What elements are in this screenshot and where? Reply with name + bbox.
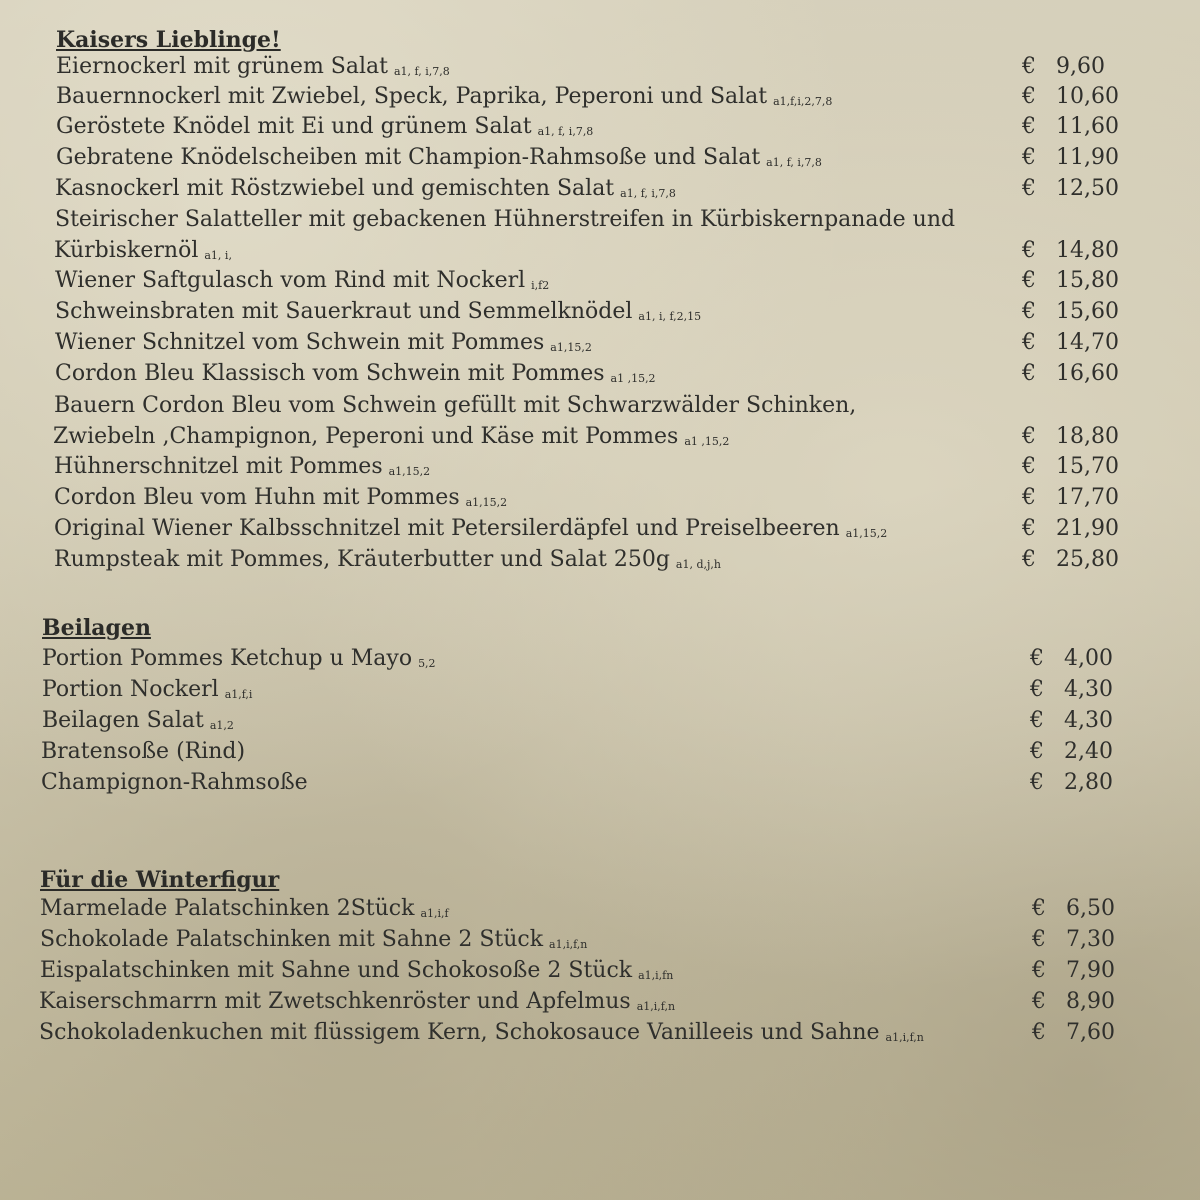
menu-item-name: Marmelade Palatschinken 2Stück [40, 896, 415, 921]
euro-sign: € [1022, 268, 1036, 293]
menu-item-price [1022, 143, 1119, 173]
menu-item-price [1022, 82, 1119, 112]
menu-item-price [1032, 925, 1115, 955]
allergen-codes: a1,15,2 [550, 341, 592, 354]
euro-sign: € [1030, 739, 1044, 764]
euro-sign: € [1022, 238, 1036, 263]
menu-item-name: Steirischer Salatteller mit gebackenen Hühnerstreifen in Kürbiskernpanade und [55, 207, 956, 232]
menu-item-price [1022, 297, 1119, 327]
allergen-codes: a1 ,15,2 [610, 372, 656, 385]
price-amount: 21,90 [1056, 516, 1119, 541]
price-amount: 16,60 [1056, 361, 1119, 386]
menu-item-name: Cordon Bleu vom Huhn mit Pommes [54, 485, 460, 510]
menu-item [56, 143, 822, 173]
euro-sign: € [1022, 114, 1036, 139]
price-amount: 4,30 [1064, 708, 1113, 733]
menu-item-price [1022, 359, 1119, 389]
price-amount: 15,70 [1056, 454, 1119, 479]
menu-item-name: Bauernnockerl mit Zwiebel, Speck, Paprika, Peperoni und Salat [56, 84, 768, 109]
euro-sign: € [1030, 708, 1044, 733]
menu-item-line [53, 422, 729, 452]
price-amount: 15,60 [1056, 299, 1119, 324]
menu-item [55, 328, 592, 358]
price-amount: 7,60 [1066, 1020, 1115, 1045]
menu-item [39, 987, 675, 1017]
menu-item-name: Rumpsteak mit Pommes, Kräuterbutter und Salat 250g [54, 547, 670, 572]
allergen-codes: a1,f,i,2,7,8 [773, 95, 833, 108]
menu-item-price [1022, 483, 1119, 513]
menu-item-name: Bauern Cordon Bleu vom Schwein gefüllt mit Schwarzwälder Schinken, [54, 393, 857, 418]
euro-sign: € [1022, 547, 1036, 572]
menu-item-line [55, 205, 955, 235]
euro-sign: € [1022, 84, 1036, 109]
euro-sign: € [1032, 989, 1046, 1014]
price-amount: 2,40 [1064, 739, 1113, 764]
price-amount: 14,80 [1056, 238, 1119, 263]
menu-item-name: Champignon-Rahmsoße [41, 770, 308, 795]
allergen-codes: a1,15,2 [845, 527, 888, 540]
allergen-codes: a1 ,15,2 [684, 435, 730, 448]
menu-item [40, 956, 673, 986]
menu-item-price [1022, 112, 1119, 142]
allergen-codes: a1, f, i,7,8 [620, 187, 676, 200]
menu-item [39, 1018, 924, 1048]
allergen-codes: a1,i,fn [638, 969, 674, 982]
allergen-codes: a1,i,f,n [636, 1000, 676, 1013]
menu-item-name: Kaiserschmarrn mit Zwetschkenröster und Apfelmus [39, 989, 631, 1014]
menu-item-name: Gebratene Knödelscheiben mit Champion-Rahmsoße und Salat [56, 145, 761, 170]
euro-sign: € [1030, 677, 1044, 702]
euro-sign: € [1022, 424, 1036, 449]
euro-sign: € [1022, 485, 1036, 510]
menu-item-name: Beilagen Salat [42, 708, 204, 733]
menu-item-price [1022, 174, 1119, 204]
euro-sign: € [1022, 361, 1036, 386]
allergen-codes: a1, d,j,h [675, 558, 722, 571]
allergen-codes: 5,2 [418, 657, 436, 670]
price-amount: 15,80 [1056, 268, 1119, 293]
menu-item [42, 644, 436, 674]
allergen-codes: a1,i,f,n [549, 938, 588, 951]
euro-sign: € [1032, 896, 1046, 921]
euro-sign: € [1022, 299, 1036, 324]
menu-item-name: Schokoladenkuchen mit flüssigem Kern, Schokosauce Vanilleeis und Sahne [39, 1020, 880, 1045]
menu-item-name: Original Wiener Kalbsschnitzel mit Petersilerdäpfel und Preiselbeeren [54, 516, 840, 541]
menu-item-price [1022, 422, 1119, 452]
allergen-codes: a1,2 [209, 719, 234, 732]
menu-item [54, 483, 507, 513]
menu-item [55, 266, 549, 296]
euro-sign: € [1032, 927, 1046, 952]
menu-item [56, 112, 593, 142]
price-amount: 6,50 [1066, 896, 1115, 921]
menu-item-price [1032, 894, 1115, 924]
euro-sign: € [1022, 516, 1036, 541]
menu-item-name: Cordon Bleu Klassisch vom Schwein mit Pommes [55, 361, 605, 386]
menu-item-name: Schokolade Palatschinken mit Sahne 2 Stück [40, 927, 544, 952]
menu-item [56, 52, 450, 82]
allergen-codes: i,f2 [531, 279, 550, 292]
menu-item-price [1022, 545, 1119, 575]
euro-sign: € [1022, 54, 1036, 79]
allergen-codes: a1, i, [204, 249, 232, 262]
price-amount: 4,00 [1064, 646, 1113, 671]
allergen-codes: a1, f, i,7,8 [394, 65, 450, 78]
menu-item-price [1030, 768, 1113, 798]
menu-item-name: Geröstete Knödel mit Ei und grünem Salat [56, 114, 532, 139]
menu-item [41, 737, 245, 767]
menu-item-price [1030, 644, 1113, 674]
allergen-codes: a1, f, i,7,8 [766, 156, 822, 169]
menu-item [54, 514, 887, 544]
price-amount: 10,60 [1056, 84, 1119, 109]
menu-item-name: Portion Nockerl [42, 677, 219, 702]
menu-item-price [1032, 956, 1115, 986]
menu-item-name-continued: Zwiebeln ,Champignon, Peperoni und Käse mit Pommes [53, 424, 679, 449]
allergen-codes: a1, f, i,7,8 [537, 125, 594, 138]
menu-item [55, 359, 656, 389]
menu-item [54, 452, 430, 482]
menu-item-name-continued: Kürbiskernöl [54, 238, 199, 263]
menu-item [40, 894, 449, 924]
menu-item-line [54, 236, 232, 266]
menu-item-name: Eiernockerl mit grünem Salat [56, 54, 388, 79]
allergen-codes: a1,i,f [420, 907, 449, 920]
euro-sign: € [1032, 958, 1046, 983]
euro-sign: € [1022, 176, 1036, 201]
price-amount: 17,70 [1056, 485, 1119, 510]
menu-item-name: Bratensoße (Rind) [41, 739, 246, 764]
price-amount: 2,80 [1064, 770, 1113, 795]
price-amount: 8,90 [1066, 989, 1115, 1014]
menu-item-price [1022, 266, 1119, 296]
price-amount: 14,70 [1056, 330, 1119, 355]
price-amount: 25,80 [1056, 547, 1119, 572]
menu-item-name: Schweinsbraten mit Sauerkraut und Semmelknödel [55, 299, 633, 324]
price-amount: 11,90 [1056, 145, 1119, 170]
menu-item-price [1030, 675, 1113, 705]
section-heading: Für die Winterfigur [40, 867, 280, 893]
price-amount: 12,50 [1056, 176, 1119, 201]
menu-item-price [1030, 706, 1113, 736]
euro-sign: € [1022, 330, 1036, 355]
menu-item-price [1022, 236, 1119, 266]
menu-item-price [1030, 737, 1113, 767]
euro-sign: € [1032, 1020, 1046, 1045]
menu-item [42, 706, 234, 736]
menu-item [40, 925, 587, 955]
menu-item [55, 174, 676, 204]
allergen-codes: a1, i, f,2,15 [638, 310, 702, 323]
menu-item-name: Hühnerschnitzel mit Pommes [54, 454, 383, 479]
menu-item-price [1032, 1018, 1115, 1048]
price-amount: 7,90 [1066, 958, 1115, 983]
menu-item-line [54, 391, 856, 421]
menu-item [41, 768, 308, 798]
price-amount: 18,80 [1056, 424, 1119, 449]
menu-item [55, 297, 701, 327]
euro-sign: € [1022, 454, 1036, 479]
price-amount: 9,60 [1056, 54, 1105, 79]
menu-item [56, 82, 832, 112]
allergen-codes: a1,i,f,n [885, 1031, 924, 1044]
allergen-codes: a1,15,2 [388, 465, 431, 478]
euro-sign: € [1022, 145, 1036, 170]
allergen-codes: a1,15,2 [465, 496, 508, 509]
euro-sign: € [1030, 770, 1044, 795]
section-heading: Beilagen [42, 615, 151, 641]
menu-item-price [1022, 514, 1119, 544]
menu-item-name: Wiener Saftgulasch vom Rind mit Nockerl [55, 268, 526, 293]
price-amount: 7,30 [1066, 927, 1115, 952]
menu-item [54, 545, 721, 575]
euro-sign: € [1030, 646, 1044, 671]
menu-item-name: Kasnockerl mit Röstzwiebel und gemischten Salat [55, 176, 615, 201]
menu-item-price [1022, 52, 1105, 82]
price-amount: 4,30 [1064, 677, 1113, 702]
menu-item-price [1022, 328, 1119, 358]
menu-item-price [1022, 452, 1119, 482]
menu-item-name: Eispalatschinken mit Sahne und Schokosoße 2 Stück [40, 958, 633, 983]
menu-item [42, 675, 252, 705]
section-heading: Kaisers Lieblinge! [56, 27, 281, 53]
allergen-codes: a1,f,i [224, 688, 253, 701]
price-amount: 11,60 [1056, 114, 1119, 139]
menu-item-name: Wiener Schnitzel vom Schwein mit Pommes [55, 330, 545, 355]
menu-item-name: Portion Pommes Ketchup u Mayo [42, 646, 413, 671]
menu-item-price [1032, 987, 1115, 1017]
